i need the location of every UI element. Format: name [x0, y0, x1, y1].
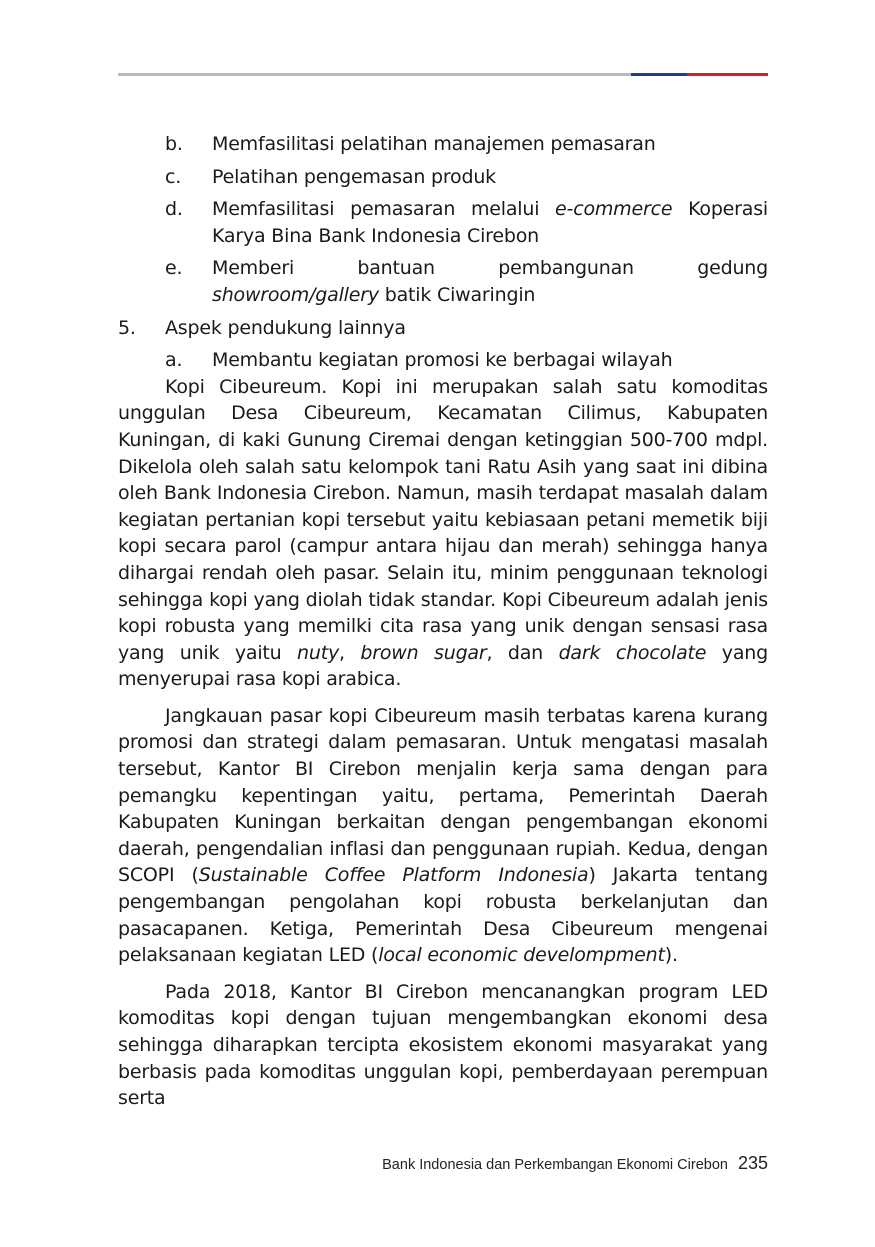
list-text: Memfasilitasi pelatihan manajemen pemasaran: [212, 133, 656, 155]
italic-term: dark chocolate: [558, 641, 707, 664]
list-item-5: [118, 315, 768, 342]
paragraph-kopi-cibeureum: Kopi Cibeureum. Kopi ini merupakan salah satu komoditas unggulan Desa Cibeureum, Kecamatan Cilimus, Kabupaten Kuningan, di kaki Gunung Ciremai dengan ketinggian 500-700 mdpl. Dikelola oleh salah satu kelompok tani Ratu Asih yang saat ini dibina oleh Bank Indonesia Cirebon. Namun, masih terdapat masalah dalam kegiatan pertanian kopi tersebut yaitu kebiasaan petani memetik biji kopi secara parol (campur antara hijau dan merah) sehingga hanya dihargai rendah oleh pasar. Selain itu, minim penggunaan teknologi sehingga kopi yang diolah tidak standar. Kopi Cibeureum adalah jenis kopi robusta yang memilki cita rasa yang unik dengan sensasi rasa yang unik yaitu nuty, brown sugar, dan dark chocolate yang menyerupai rasa kopi arabica.: [118, 375, 768, 691]
list-marker: c.: [165, 165, 182, 188]
header-rule-blue: [631, 73, 687, 76]
page-body: [118, 131, 768, 1122]
italic-term: Sustainable Coffee Platform Indonesia: [198, 864, 589, 887]
list-item-e: [118, 255, 768, 308]
list-text: Pelatihan pengemasan produk: [212, 165, 496, 188]
italic-term: nuty: [297, 641, 340, 664]
list-marker: e.: [165, 257, 183, 280]
footer-book-title: Bank Indonesia dan Perkembangan Ekonomi Cirebon: [382, 1157, 728, 1173]
paragraph-jangkauan-pasar: Jangkauan pasar kopi Cibeureum masih terbatas karena kurang promosi dan strategi dalam pemasaran. Untuk mengatasi masalah tersebut, Kantor BI Cirebon menjalin kerja sama dengan para pemangku kepentingan yaitu, pertama, Pemerintah Daerah Kabupaten Kuningan berkaitan dengan pengembangan ekonomi daerah, pengendalian inflasi dan penggunaan rupiah. Kedua, dengan SCOPI (Sustainable Coffee Platform Indonesia) Jakarta tentang pengembangan pengolahan kopi robusta berkelanjutan dan pasacapanen. Ketiga, Pemerintah Desa Cibeureum mengenai pelaksanaan kegiatan LED (local economic develompment).: [118, 704, 768, 967]
list-marker: a.: [165, 349, 183, 372]
list-text: Membantu kegiatan promosi ke berbagai wilayah: [212, 349, 673, 372]
list-marker: d.: [165, 198, 183, 221]
page-footer: [382, 1153, 768, 1174]
list-item-b: [118, 131, 768, 158]
header-rule: [118, 73, 768, 76]
list-text: Memfasilitasi pemasaran melalui e-commerce Koperasi Karya Bina Bank Indonesia Cirebon: [212, 198, 768, 247]
page-number: 235: [737, 1153, 768, 1173]
list-marker: 5.: [118, 316, 136, 339]
italic-term: local economic develompment: [378, 944, 665, 967]
list-item-c: [118, 164, 768, 191]
list-item-d: [118, 196, 768, 249]
italic-term: e-commerce: [555, 198, 673, 221]
header-rule-grey: [118, 73, 631, 76]
paragraph-program-led: Pada 2018, Kantor BI Cirebon mencanangkan program LED komoditas kopi dengan tujuan mengembangkan ekonomi desa sehingga diharapkan tercipta ekosistem ekonomi masyarakat yang berbasis pada komoditas unggulan kopi, pemberdayaan perempuan serta: [118, 980, 768, 1110]
list-marker: b.: [165, 133, 183, 155]
header-rule-red: [687, 73, 768, 76]
list-item-a: [118, 347, 768, 374]
italic-term: showroom/gallery: [212, 283, 379, 306]
italic-term: brown sugar: [360, 641, 487, 664]
list-text: Memberi bantuan pembangunan gedung showroom/gallery batik Ciwaringin: [212, 257, 768, 306]
list-text: Aspek pendukung lainnya: [165, 316, 406, 339]
